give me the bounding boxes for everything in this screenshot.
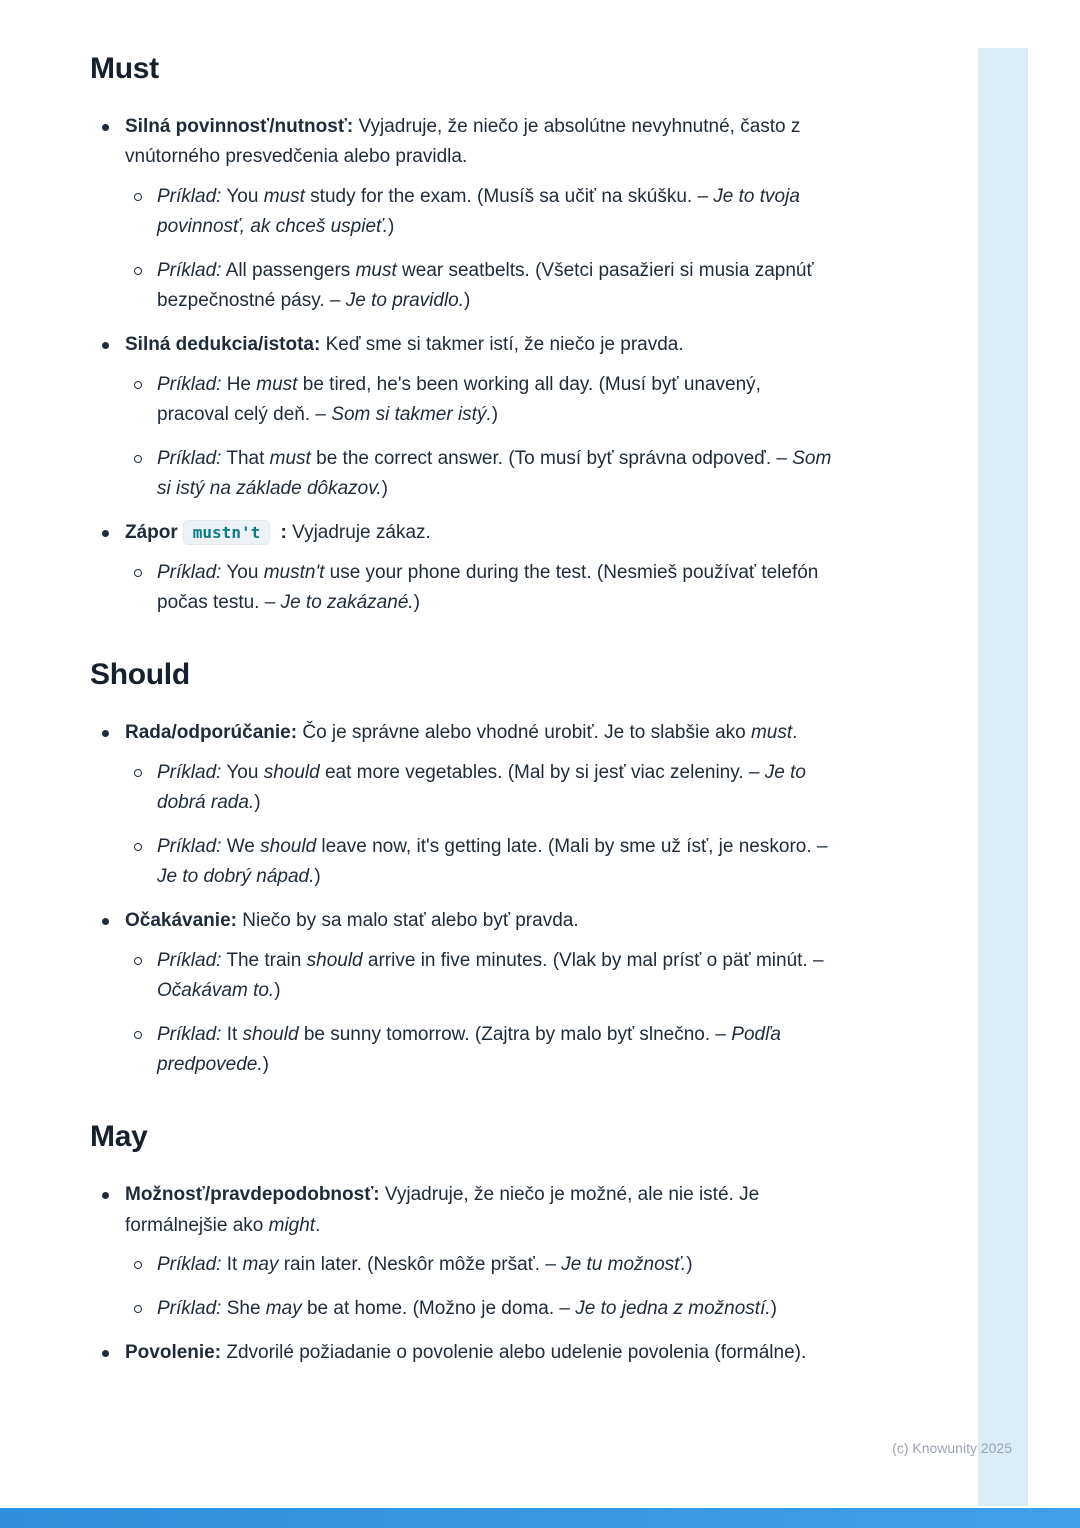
text-segment: )	[686, 1254, 693, 1276]
text-segment: Príklad:	[157, 373, 222, 395]
text-segment: may	[265, 1297, 302, 1319]
text-segment: )	[381, 477, 388, 499]
text-segment: Podľa predpovede.	[157, 1023, 781, 1075]
text-segment: )	[413, 592, 420, 614]
text-segment: We	[221, 835, 261, 857]
text-segment: use your phone during the test. (Nesmieš používať telefón počas testu. –	[157, 561, 819, 614]
text-segment: wear seatbelts. (Všetci pasažieri si musia zapnúť bezpečnostné pásy. –	[157, 259, 814, 311]
text-segment: Silná dedukcia/istota:	[125, 334, 321, 356]
text-segment: be sunny tomorrow. (Zajtra by malo byť slnečno. –	[298, 1023, 732, 1045]
bullet-list	[90, 112, 838, 618]
section-title-should: Should	[90, 658, 190, 692]
text-segment: )	[274, 980, 281, 1002]
text-segment: Rada/odporúčanie:	[125, 722, 298, 744]
text-segment: Príklad:	[157, 761, 222, 783]
list-item	[90, 330, 838, 504]
text-segment: should	[260, 835, 317, 857]
sub-item-text	[157, 946, 838, 1007]
sub-list-item	[125, 256, 838, 317]
sub-item-text	[157, 256, 838, 317]
text-segment: Vyjadruje, že niečo je možné, ale nie isté. Je formálnejšie ako	[125, 1184, 760, 1236]
text-segment: Keď sme si takmer istí, že niečo je pravda.	[320, 334, 684, 356]
text-segment: Čo je správne alebo vhodné urobiť. Je to slabšie ako	[297, 722, 751, 744]
text-segment: Som si istý na základe dôkazov.	[157, 447, 832, 499]
sub-list-item	[125, 1250, 838, 1280]
item-text	[125, 518, 838, 548]
section-title-must: Must	[90, 52, 159, 85]
item-text	[125, 906, 838, 936]
bullet-list	[90, 718, 838, 1080]
text-segment: be tired, he's been working all day. (Musí byť unavený, pracoval celý deň. –	[157, 373, 761, 426]
list-item	[90, 518, 838, 618]
text-segment: arrive in five minutes. (Vlak by mal prísť o päť minút. –	[362, 949, 824, 971]
sub-bullet-list	[125, 946, 838, 1081]
sub-bullet-list	[125, 182, 838, 317]
text-segment: must	[263, 185, 305, 207]
section-may	[90, 1120, 838, 1368]
text-segment: He	[221, 373, 257, 395]
list-item	[90, 906, 838, 1080]
text-segment: must	[269, 447, 311, 469]
text-segment: Očakávanie:	[125, 910, 237, 932]
text-segment: be at home. (Možno je doma. –	[301, 1297, 576, 1319]
text-segment: be the correct answer. (To musí byť správna odpoveď. –	[310, 447, 793, 469]
sub-bullet-list	[125, 1250, 838, 1324]
text-segment: Príklad:	[157, 447, 222, 469]
sub-item-text	[157, 370, 838, 431]
text-segment: Príklad:	[157, 1297, 222, 1319]
list-item	[90, 1180, 838, 1324]
sub-item-text	[157, 444, 838, 505]
text-segment: Zdvorilé požiadanie o povolenie alebo udelenie povolenia (formálne).	[221, 1341, 807, 1363]
text-segment: Očakávam to.	[157, 980, 275, 1002]
sub-list-item	[125, 370, 838, 431]
text-segment: It	[221, 1254, 243, 1276]
text-segment: Príklad:	[157, 185, 222, 207]
sub-item-text	[157, 558, 838, 619]
text-segment: That	[221, 447, 270, 469]
inline-code: mustn't	[183, 520, 270, 545]
list-item	[90, 718, 838, 892]
sub-list-item	[125, 832, 838, 893]
right-margin-strip	[978, 48, 1028, 1506]
text-segment: study for the exam. (Musíš sa učiť na skúšku. –	[304, 185, 714, 207]
text-segment: Vyjadruje zákaz.	[292, 522, 431, 544]
text-segment: You	[221, 761, 264, 783]
text-segment: Je to zakázané.	[280, 592, 414, 614]
text-segment: Príklad:	[157, 1254, 222, 1276]
text-segment: should	[242, 1023, 299, 1045]
text-segment: Príklad:	[157, 835, 222, 857]
text-segment: Príklad:	[157, 1023, 222, 1045]
sub-list-item	[125, 1020, 838, 1081]
text-segment: )	[314, 866, 321, 888]
text-segment: The train	[221, 949, 307, 971]
sub-bullet-list	[125, 370, 838, 505]
text-segment: You	[221, 561, 264, 583]
text-segment: must	[256, 373, 298, 395]
text-segment: Príklad:	[157, 259, 222, 281]
text-segment: leave now, it's getting late. (Mali by sme už ísť, je neskoro. –	[316, 835, 828, 857]
text-segment: )	[254, 792, 261, 814]
text-segment: )	[770, 1297, 777, 1319]
item-text	[125, 330, 838, 360]
watermark: (c) Knowunity 2025	[892, 1440, 1012, 1456]
item-text	[125, 1338, 838, 1368]
section-must	[90, 52, 838, 618]
text-segment: should	[306, 949, 363, 971]
item-text	[125, 1180, 838, 1241]
text-segment: Príklad:	[157, 949, 222, 971]
text-segment: )	[491, 404, 499, 426]
text-segment: Možnosť/pravdepodobnosť:	[125, 1184, 380, 1206]
text-segment: :	[275, 522, 293, 544]
text-segment: All passengers	[221, 259, 356, 281]
sub-list-item	[125, 558, 838, 619]
item-text	[125, 718, 838, 748]
text-segment: Povolenie:	[125, 1341, 222, 1363]
text-segment: )	[464, 289, 471, 311]
sub-bullet-list	[125, 558, 838, 619]
sub-item-text	[157, 758, 838, 819]
bottom-blue-bar	[0, 1508, 1080, 1528]
text-segment: )	[262, 1053, 269, 1075]
text-segment: eat more vegetables. (Mal by si jesť viac zeleniny. –	[319, 761, 765, 783]
text-segment: Niečo by sa malo stať alebo byť pravda.	[236, 910, 579, 932]
item-text	[125, 112, 838, 173]
text-segment: Som si takmer istý.	[331, 404, 492, 426]
text-segment: Je tu možnosť.	[561, 1254, 687, 1276]
text-segment: Silná povinnosť/nutnosť:	[125, 116, 354, 137]
sub-list-item	[125, 182, 838, 243]
list-item	[90, 112, 838, 316]
text-segment: )	[388, 216, 395, 238]
text-segment: Príklad:	[157, 561, 222, 583]
text-segment: .	[792, 722, 798, 744]
sub-list-item	[125, 758, 838, 819]
text-segment: should	[263, 761, 320, 783]
sub-list-item	[125, 444, 838, 505]
text-segment: Je to jedna z možností.	[575, 1297, 771, 1319]
text-segment: may	[242, 1254, 279, 1276]
text-segment: rain later. (Neskôr môže pršať. –	[278, 1254, 562, 1276]
document-content	[90, 46, 838, 1382]
text-segment: must	[355, 259, 397, 281]
sub-list-item	[125, 1294, 838, 1324]
text-segment: Je to dobrý nápad.	[157, 866, 315, 888]
text-segment: Je to dobrá rada.	[157, 761, 806, 814]
text-segment: It	[221, 1023, 243, 1045]
text-segment: must	[750, 722, 793, 744]
text-segment: .	[315, 1214, 321, 1236]
text-segment: Vyjadruje, že niečo je absolútne nevyhnutné, často z vnútorného presvedčenia alebo pravidla.	[125, 116, 801, 168]
sub-item-text	[157, 182, 838, 243]
sub-list-item	[125, 946, 838, 1007]
sub-item-text	[157, 832, 838, 893]
text-segment: You	[221, 185, 264, 207]
section-title-may: May	[90, 1120, 148, 1154]
text-segment: Je to tvoja povinnosť, ak chceš uspieť.	[157, 185, 800, 238]
sub-item-text	[157, 1250, 838, 1280]
bullet-list	[90, 1180, 838, 1368]
text-segment: mustn't	[263, 561, 325, 583]
sub-item-text	[157, 1020, 838, 1081]
section-should	[90, 658, 838, 1080]
text-segment: Zápor	[125, 522, 178, 544]
text-segment: Je to pravidlo.	[345, 289, 465, 311]
sub-item-text	[157, 1294, 838, 1324]
text-segment: might	[268, 1214, 316, 1236]
list-item	[90, 1338, 838, 1368]
text-segment: She	[221, 1297, 266, 1319]
sub-bullet-list	[125, 758, 838, 893]
